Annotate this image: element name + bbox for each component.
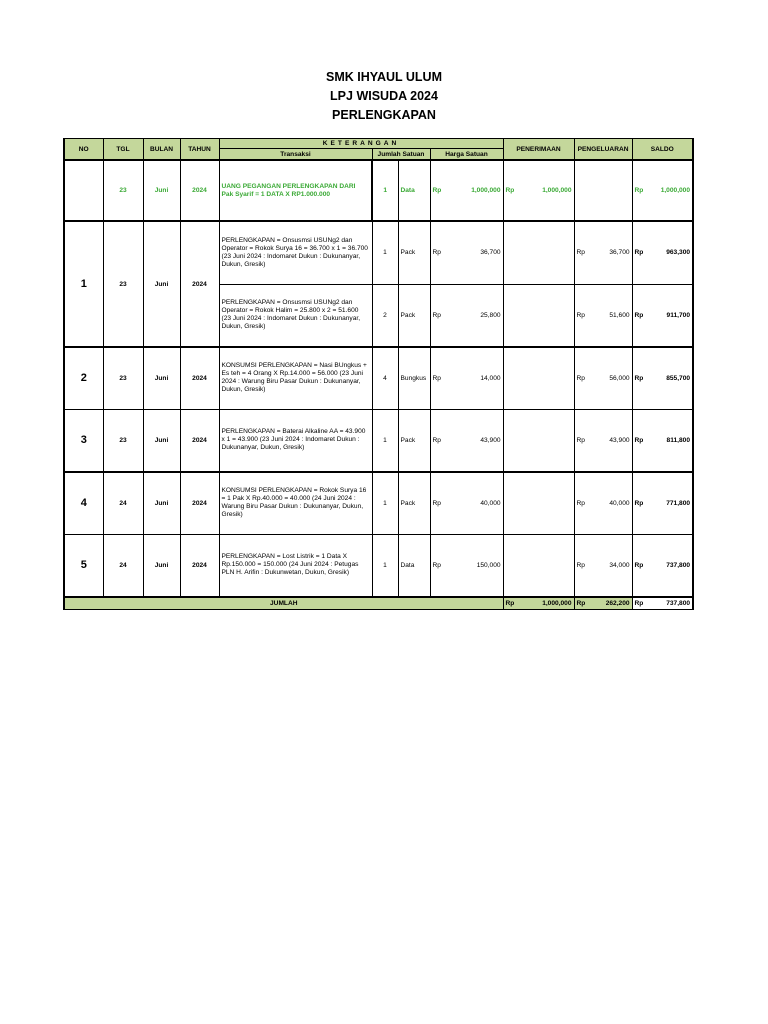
entry-transaksi: PERLENGKAPAN = Onsusmsi USUNg2 dan Operator = Rokok Halim = 25.800 x 2 = 51.600 (23 Juni 2024 : Indomaret Dukun : Dukunanyar, Dukun, Gresik) bbox=[219, 284, 372, 347]
table-row bbox=[64, 221, 693, 284]
income-tgl: 23 bbox=[103, 160, 143, 221]
income-penerimaan-value: 1,000,000 bbox=[542, 187, 572, 194]
entry-harga bbox=[430, 284, 503, 347]
entry-harga-value: 14,000 bbox=[480, 374, 501, 382]
entry-tgl: 23 bbox=[103, 409, 143, 472]
entry-saldo bbox=[632, 534, 693, 597]
entry-saldo bbox=[632, 472, 693, 534]
income-row bbox=[64, 160, 693, 221]
entry-satuan: Pack bbox=[398, 409, 430, 472]
income-saldo-currency: Rp bbox=[634, 187, 644, 194]
entry-satuan: Data bbox=[398, 534, 430, 597]
entry-saldo-value: 771,800 bbox=[666, 499, 691, 507]
entry-jumlah: 1 bbox=[372, 409, 398, 472]
col-header-pengeluaran: PENGELUARAN bbox=[574, 139, 632, 161]
entry-pengeluaran-value: 51,600 bbox=[609, 311, 630, 319]
entry-saldo-value: 963,300 bbox=[666, 249, 691, 257]
col-header-penerimaan: PENERIMAAN bbox=[503, 139, 574, 161]
lpj-table bbox=[63, 138, 694, 610]
col-header-transaksi: Transaksi bbox=[219, 149, 372, 161]
entry-pengeluaran-currency: Rp bbox=[576, 311, 585, 319]
total-pengeluaran bbox=[574, 597, 632, 610]
income-penerimaan bbox=[503, 160, 574, 221]
total-penerimaan-value: 1,000,000 bbox=[542, 600, 572, 607]
report-section: PERLENGKAPAN bbox=[332, 108, 436, 122]
total-pengeluaran-value: 262,200 bbox=[605, 600, 630, 607]
entry-transaksi: PERLENGKAPAN = Onsusmsi USUNg2 dan Operator = Rokok Surya 16 = 36.700 x 1 = 36.700 (23 Juni 2024 : Indomaret Dukun : Dukunanyar, Dukun, Gresik) bbox=[219, 221, 372, 284]
entry-saldo-currency: Rp bbox=[634, 374, 644, 382]
entry-harga-currency: Rp bbox=[432, 561, 441, 569]
total-penerimaan-currency: Rp bbox=[505, 600, 515, 607]
entry-harga-currency: Rp bbox=[432, 374, 441, 382]
entry-harga-currency: Rp bbox=[432, 436, 441, 444]
entry-pengeluaran bbox=[574, 221, 632, 284]
entry-penerimaan bbox=[503, 472, 574, 534]
entry-pengeluaran-value: 43,900 bbox=[609, 436, 630, 444]
income-transaksi: UANG PEGANGAN PERLENGKAPAN DARI Pak Syarif = 1 DATA X RP1.000.000 bbox=[219, 160, 372, 221]
total-pengeluaran-currency: Rp bbox=[576, 600, 586, 607]
col-header-keterangan: KETERANGAN bbox=[219, 139, 503, 149]
entry-tgl: 24 bbox=[103, 472, 143, 534]
entry-no: 5 bbox=[64, 534, 103, 597]
entry-bulan: Juni bbox=[143, 534, 180, 597]
entry-pengeluaran bbox=[574, 472, 632, 534]
entry-penerimaan bbox=[503, 409, 574, 472]
total-saldo-currency: Rp bbox=[634, 600, 644, 607]
entry-harga-currency: Rp bbox=[432, 499, 441, 507]
income-saldo-value: 1,000,000 bbox=[660, 187, 691, 194]
col-header-bulan: BULAN bbox=[143, 139, 180, 161]
entry-jumlah: 1 bbox=[372, 221, 398, 284]
entry-saldo-currency: Rp bbox=[634, 311, 644, 319]
col-header-jumlah-satuan: Jumlah Satuan bbox=[372, 149, 430, 161]
entry-harga bbox=[430, 409, 503, 472]
entry-no: 3 bbox=[64, 409, 103, 472]
entry-satuan: Pack bbox=[398, 472, 430, 534]
entry-transaksi: KONSUMSI PERLENGKAPAN = Rokok Surya 16 = 1 Pak X Rp.40.000 = 40.000 (24 Juni 2024 : Warung Biru Pasar Dukun : Dukunanyar, Dukun, Gresik) bbox=[219, 472, 372, 534]
total-label: JUMLAH bbox=[64, 597, 503, 610]
entry-jumlah: 2 bbox=[372, 284, 398, 347]
entry-tgl: 24 bbox=[103, 534, 143, 597]
income-jumlah: 1 bbox=[372, 160, 398, 221]
income-saldo bbox=[632, 160, 693, 221]
table-row bbox=[64, 347, 693, 409]
entry-pengeluaran bbox=[574, 284, 632, 347]
entry-satuan: Pack bbox=[398, 284, 430, 347]
entry-saldo bbox=[632, 409, 693, 472]
income-penerimaan-currency: Rp bbox=[505, 187, 515, 194]
entry-transaksi: KONSUMSI PERLENGKAPAN = Nasi BUngkus + Es teh = 4 Orang X Rp.14.000 = 56.000 (23 Juni 2024 : Warung Biru Pasar Dukun : Dukunanyar, Dukun, Gresik) bbox=[219, 347, 372, 409]
entry-jumlah: 1 bbox=[372, 472, 398, 534]
entry-pengeluaran-value: 40,000 bbox=[609, 499, 630, 507]
report-title: LPJ WISUDA 2024 bbox=[330, 89, 438, 103]
entry-pengeluaran bbox=[574, 534, 632, 597]
entry-harga-value: 150,000 bbox=[476, 561, 501, 569]
entry-satuan: Bungkus bbox=[398, 347, 430, 409]
col-header-tgl: TGL bbox=[103, 139, 143, 161]
entry-pengeluaran bbox=[574, 347, 632, 409]
entry-jumlah: 4 bbox=[372, 347, 398, 409]
income-pengeluaran bbox=[574, 160, 632, 221]
income-harga bbox=[430, 160, 503, 221]
entry-harga-currency: Rp bbox=[432, 249, 441, 257]
entry-pengeluaran-currency: Rp bbox=[576, 561, 585, 569]
entry-tahun: 2024 bbox=[180, 409, 219, 472]
entry-transaksi: PERLENGKAPAN = Baterai Alkaline AA = 43.900 x 1 = 43.900 (23 Juni 2024 : Indomaret Dukun : Dukunanyar, Dukun, Gresik) bbox=[219, 409, 372, 472]
entry-pengeluaran-currency: Rp bbox=[576, 436, 585, 444]
entry-no: 4 bbox=[64, 472, 103, 534]
income-harga-currency: Rp bbox=[432, 187, 442, 194]
entry-jumlah: 1 bbox=[372, 534, 398, 597]
col-header-no: NO bbox=[64, 139, 103, 161]
entry-pengeluaran-currency: Rp bbox=[576, 249, 585, 257]
entry-bulan: Juni bbox=[143, 221, 180, 347]
school-name: SMK IHYAUL ULUM bbox=[326, 70, 442, 84]
entry-tahun: 2024 bbox=[180, 534, 219, 597]
income-harga-value: 1,000,000 bbox=[471, 187, 501, 194]
entry-saldo-value: 811,800 bbox=[666, 436, 691, 444]
entry-penerimaan bbox=[503, 284, 574, 347]
entry-harga-value: 36,700 bbox=[480, 249, 501, 257]
document-header bbox=[0, 68, 768, 125]
entry-bulan: Juni bbox=[143, 347, 180, 409]
col-header-saldo: SALDO bbox=[632, 139, 693, 161]
total-row bbox=[64, 597, 693, 610]
entry-saldo-value: 737,800 bbox=[666, 561, 691, 569]
entry-harga bbox=[430, 221, 503, 284]
entry-pengeluaran-currency: Rp bbox=[576, 374, 585, 382]
entry-saldo-value: 911,700 bbox=[666, 311, 691, 319]
entry-pengeluaran-value: 34,000 bbox=[609, 561, 630, 569]
entry-harga-currency: Rp bbox=[432, 311, 441, 319]
income-bulan: Juni bbox=[143, 160, 180, 221]
entry-bulan: Juni bbox=[143, 409, 180, 472]
entry-tahun: 2024 bbox=[180, 347, 219, 409]
entry-pengeluaran-value: 36,700 bbox=[609, 249, 630, 257]
income-no bbox=[64, 160, 103, 221]
total-saldo bbox=[632, 597, 693, 610]
income-satuan: Data bbox=[398, 160, 430, 221]
table-row bbox=[64, 409, 693, 472]
entry-tahun: 2024 bbox=[180, 472, 219, 534]
col-header-harga-satuan: Harga Satuan bbox=[430, 149, 503, 161]
entry-no: 1 bbox=[64, 221, 103, 347]
entry-harga-value: 40,000 bbox=[480, 499, 501, 507]
entry-penerimaan bbox=[503, 347, 574, 409]
entry-tahun: 2024 bbox=[180, 221, 219, 347]
entry-penerimaan bbox=[503, 221, 574, 284]
total-saldo-value: 737,800 bbox=[666, 600, 691, 607]
entry-no: 2 bbox=[64, 347, 103, 409]
entry-saldo bbox=[632, 221, 693, 284]
entry-satuan: Pack bbox=[398, 221, 430, 284]
table-row bbox=[64, 472, 693, 534]
entry-saldo-value: 855,700 bbox=[666, 374, 691, 382]
entry-tgl: 23 bbox=[103, 347, 143, 409]
entry-pengeluaran-currency: Rp bbox=[576, 499, 585, 507]
entry-saldo-currency: Rp bbox=[634, 249, 644, 257]
entry-pengeluaran-value: 56,000 bbox=[609, 374, 630, 382]
entry-saldo-currency: Rp bbox=[634, 499, 644, 507]
table-row bbox=[64, 534, 693, 597]
entry-penerimaan bbox=[503, 534, 574, 597]
income-tahun: 2024 bbox=[180, 160, 219, 221]
total-penerimaan bbox=[503, 597, 574, 610]
col-header-tahun: TAHUN bbox=[180, 139, 219, 161]
entry-bulan: Juni bbox=[143, 472, 180, 534]
entry-saldo bbox=[632, 284, 693, 347]
entry-saldo-currency: Rp bbox=[634, 436, 644, 444]
entry-harga-value: 25,800 bbox=[480, 311, 501, 319]
entry-saldo-currency: Rp bbox=[634, 561, 644, 569]
entry-tgl: 23 bbox=[103, 221, 143, 347]
entry-harga bbox=[430, 472, 503, 534]
entry-pengeluaran bbox=[574, 409, 632, 472]
entry-harga bbox=[430, 347, 503, 409]
entry-transaksi: PERLENGKAPAN = Lost Listrik = 1 Data X Rp.150.000 = 150.000 (24 Juni 2024 : Petugas PLN H. Arifin : Dukunwetan, Dukun, Gresik) bbox=[219, 534, 372, 597]
entry-saldo bbox=[632, 347, 693, 409]
entry-harga bbox=[430, 534, 503, 597]
entry-harga-value: 43,900 bbox=[480, 436, 501, 444]
header-row-1 bbox=[64, 139, 693, 149]
